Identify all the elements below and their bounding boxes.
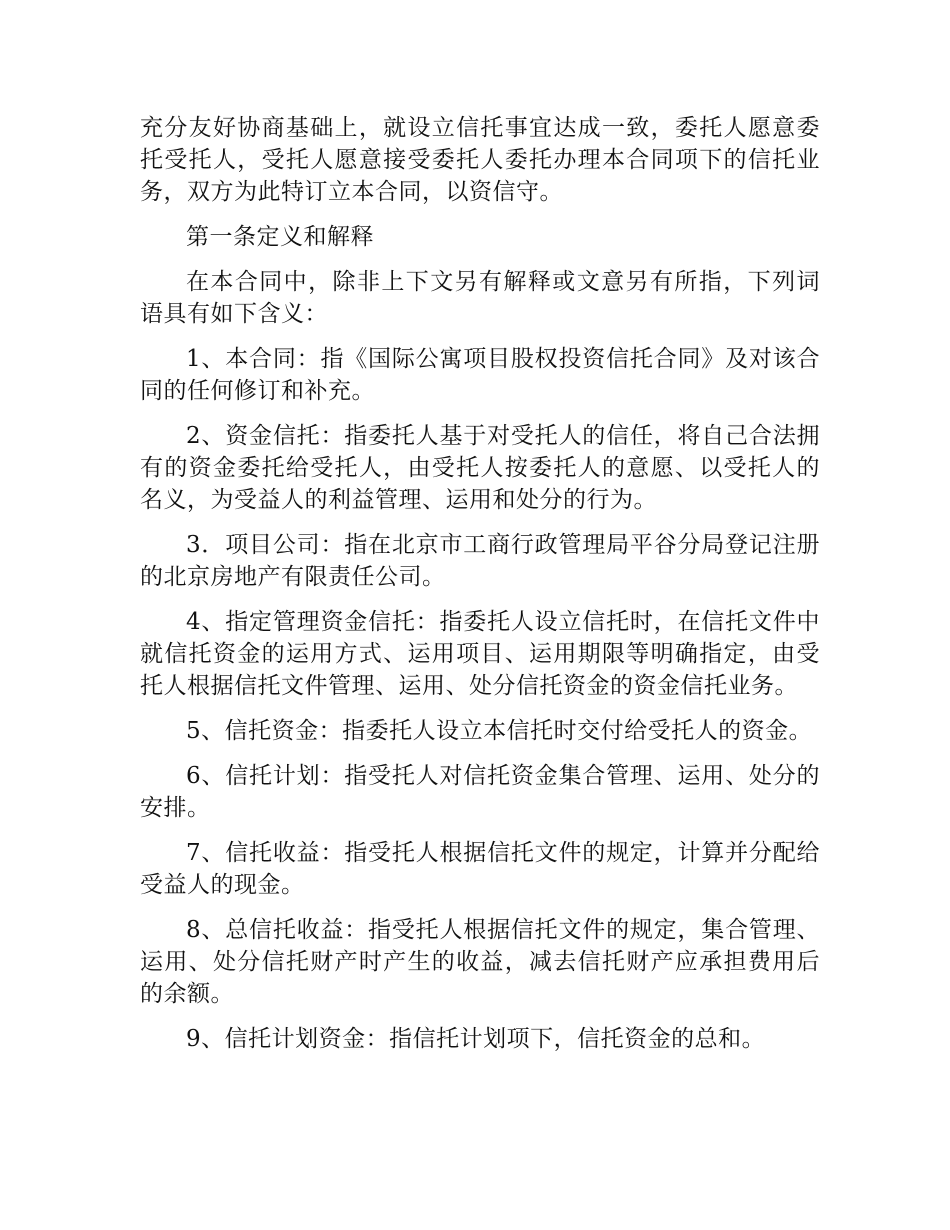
- document-page: [140, 112, 820, 1068]
- definition-item-3: 3．项目公司：指在北京市工商行政管理局平谷分局登记注册的北京房地产有限责任公司。: [140, 532, 820, 590]
- section-heading-article-1: 第一条定义和解释: [186, 224, 374, 250]
- paragraph-intro: 充分友好协商基础上，就设立信托事宜达成一致，委托人愿意委托受托人，受托人愿意接受委托人委托办理本合同项下的信托业务，双方为此特订立本合同，以资信守。: [140, 115, 820, 205]
- definition-item-6: 6、信托计划：指受托人对信托资金集合管理、运用、处分的安排。: [140, 763, 820, 821]
- definition-item-4: 4、指定管理资金信托：指委托人设立信托时，在信托文件中就信托资金的运用方式、运用项目、运用期限等明确指定，由受托人根据信托文件管理、运用、处分信托资金的资金信托业务。: [140, 609, 820, 699]
- definition-item-7: 7、信托收益：指受托人根据信托文件的规定，计算并分配给受益人的现金。: [140, 840, 820, 898]
- definition-item-2: 2、资金信托：指委托人基于对受托人的信任，将自己合法拥有的资金委托给受托人，由受托人按委托人的意愿、以受托人的名义，为受益人的利益管理、运用和处分的行为。: [140, 423, 820, 513]
- definition-item-8: 8、总信托收益：指受托人根据信托文件的规定，集合管理、运用、处分信托财产时产生的收益，减去信托财产应承担费用后的余额。: [140, 917, 820, 1007]
- definition-item-1: 1、本合同：指《国际公寓项目股权投资信托合同》及对该合同的任何修订和补充。: [140, 346, 820, 404]
- paragraph-definitions-preamble: 在本合同中，除非上下文另有解释或文意另有所指，下列词语具有如下含义：: [140, 269, 820, 327]
- definition-item-9: 9、信托计划资金：指信托计划项下，信托资金的总和。: [186, 1026, 766, 1052]
- definition-item-5: 5、信托资金：指委托人设立本信托时交付给受托人的资金。: [186, 718, 813, 744]
